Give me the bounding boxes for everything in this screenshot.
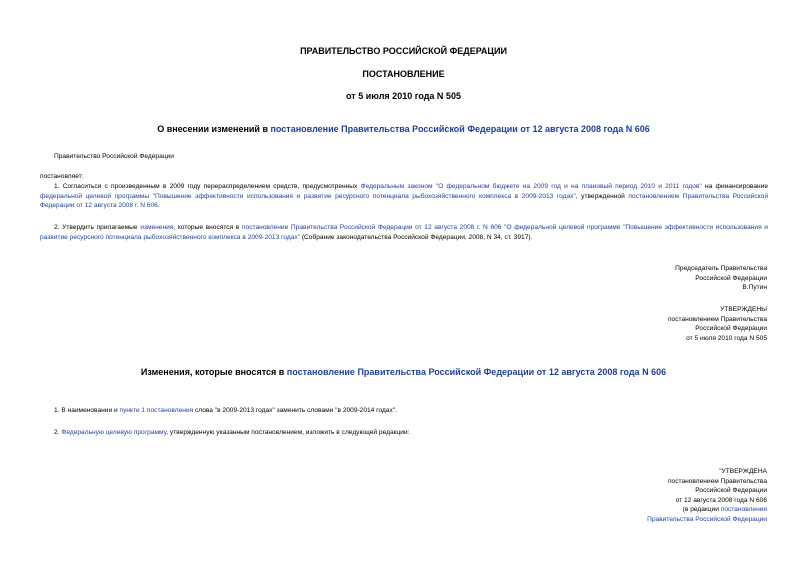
approved2-block (647, 467, 767, 524)
c2-text-2: , утвержденную указанным постановлением, изложить в следующей редакции: (166, 429, 410, 436)
approved2-edition-link[interactable]: постановления (720, 506, 767, 513)
approved2-line-5 (647, 505, 767, 515)
doc-type: ПОСТАНОВЛЕНИЕ (362, 69, 445, 79)
approved-line-4: от 5 июля 2010 года N 505 (686, 334, 767, 342)
signature-name: В.Путин (742, 284, 767, 291)
c2-link-program[interactable]: Федеральную целевую программу (61, 429, 167, 436)
approved2-line-1: "УТВЕРЖДЕНА (719, 468, 767, 475)
doc-title-link[interactable]: постановление Правительства Российской Федерации от 12 августа 2008 года N 606 (270, 124, 650, 134)
approved-block (668, 305, 767, 343)
doc-date: от 5 июля 2010 года N 505 (346, 91, 461, 101)
changes-title (0, 366, 807, 378)
approved-line-2: постановлением Правительства (667, 315, 767, 323)
p1-link-federal-law[interactable]: Федеральным законом "О федеральном бюджете на 2009 год и на плановый период 2010 и 2011 годов" (360, 183, 702, 190)
approved-line-1: УТВЕРЖДЕНЫ (720, 306, 767, 313)
p2-link-changes[interactable]: изменения (140, 224, 174, 231)
c1-text-1: 1. В наименовании и (54, 407, 120, 414)
doc-title-prefix: О внесении изменений в (157, 124, 271, 134)
p2-text-3: (Собрание законодательства Российской Федерации, 2008, N 34, ст. 3917). (300, 233, 533, 241)
p1-link-program[interactable]: федеральной целевой программы "Повышение эффективности использования и развитие ресурсного потенциала рыбохозяйственного комплекса в 2009-2013 годах" (40, 192, 576, 200)
paragraph-2 (40, 223, 768, 242)
approved2-org-link[interactable]: Правительства Российской Федерации (647, 515, 767, 523)
p2-text-2: , которые вносятся в (173, 224, 242, 231)
change-item-2 (54, 428, 410, 438)
approved2-line-3: Российской Федерации (695, 487, 767, 494)
p1-text-3: , утвержденной (575, 192, 629, 200)
p2-link-decree[interactable]: постановление Правительства Российской Федерации от 12 августа 2008 г. N 606 "О федеральной целевой программе "Повышение эффективности использования и развитие ресурсного потенциала рыбохозяйственного комплекса в 2009-2013 годах" (40, 224, 768, 241)
intro-text: Правительство Российской Федерации (54, 153, 174, 160)
approved2-line-4: от 12 августа 2008 года N 606 (675, 496, 767, 504)
c1-link-point[interactable]: пункте 1 постановления (119, 407, 194, 414)
p1-text-1: 1. Согласиться с произведенным в 2009 году перераспределением средств, предусмотренных (54, 183, 361, 190)
approved-line-3: Российской Федерации (695, 325, 767, 332)
signature-block (675, 264, 767, 293)
approved2-line-2: постановлением Правительства (667, 477, 767, 485)
p1-text-2: на финансирование (701, 183, 768, 190)
c1-text-2: слова "в 2009-2013 годах" заменить словами "в 2009-2014 годах". (193, 407, 397, 414)
approved2-edition-text: (в редакции (682, 506, 721, 513)
p1-link-decree[interactable]: постановлением Правительства Российской Федерации от 12 августа 2008 г. N 606 (40, 192, 768, 209)
p1-text-4: . (157, 202, 160, 209)
c2-text-1: 2. (54, 429, 62, 436)
p2-text-1: 2. Утвердить прилагаемые (54, 224, 141, 231)
org-name: ПРАВИТЕЛЬСТВО РОССИЙСКОЙ ФЕДЕРАЦИИ (300, 46, 507, 56)
change-item-1 (54, 406, 397, 416)
changes-title-prefix: Изменения, которые вносятся в (140, 367, 287, 377)
signature-org: Российской Федерации (695, 274, 767, 282)
decrees-text: постановляет: (40, 173, 84, 180)
changes-title-link[interactable]: постановление Правительства Российской Федерации от 12 августа 2008 года N 606 (286, 367, 667, 377)
paragraph-1 (40, 182, 768, 211)
doc-title (0, 123, 807, 135)
signature-position: Председатель Правительства (675, 265, 767, 272)
